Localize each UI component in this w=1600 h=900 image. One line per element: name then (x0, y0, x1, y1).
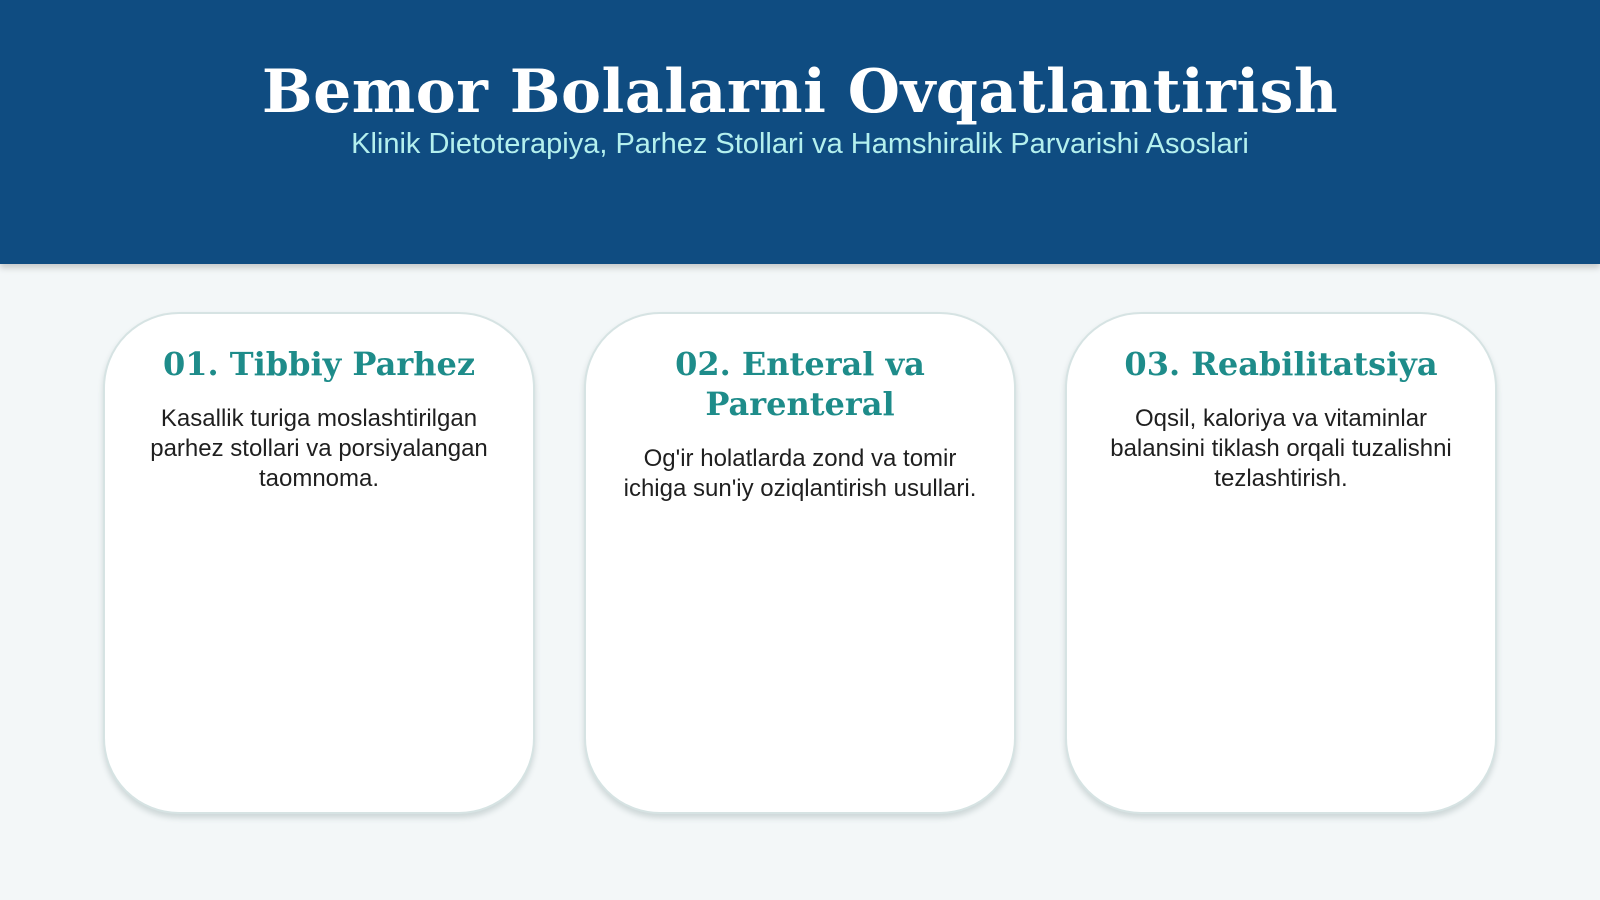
header-banner (0, 0, 1600, 264)
page-title: Bemor Bolalarni Ovqatlantirish (261, 57, 1339, 127)
card-medical-diet (103, 312, 535, 814)
page-subtitle: Klinik Dietoterapiya, Parhez Stollari va Hamshiralik Parvarishi Asoslari (351, 128, 1249, 160)
card-description: Og'ir holatlarda zond va tomir ichiga sun'iy oziqlantirish usullari. (623, 445, 977, 502)
card-rehabilitation (1065, 312, 1497, 814)
card-title: 01. Tibbiy Parhez (162, 345, 475, 383)
cards-container (103, 312, 1497, 818)
card-enteral-parenteral (584, 312, 1016, 814)
card-title: 03. Reabilitatsiya (1124, 345, 1438, 383)
card-description: Oqsil, kaloriya va vitaminlar balansini tiklash orqali tuzalishni tezlashtirish. (1110, 405, 1452, 492)
card-title: 02. Enteral va Parenteral (675, 345, 925, 423)
card-description: Kasallik turiga moslashtirilgan parhez stollari va porsiyalangan taomnoma. (150, 405, 488, 492)
